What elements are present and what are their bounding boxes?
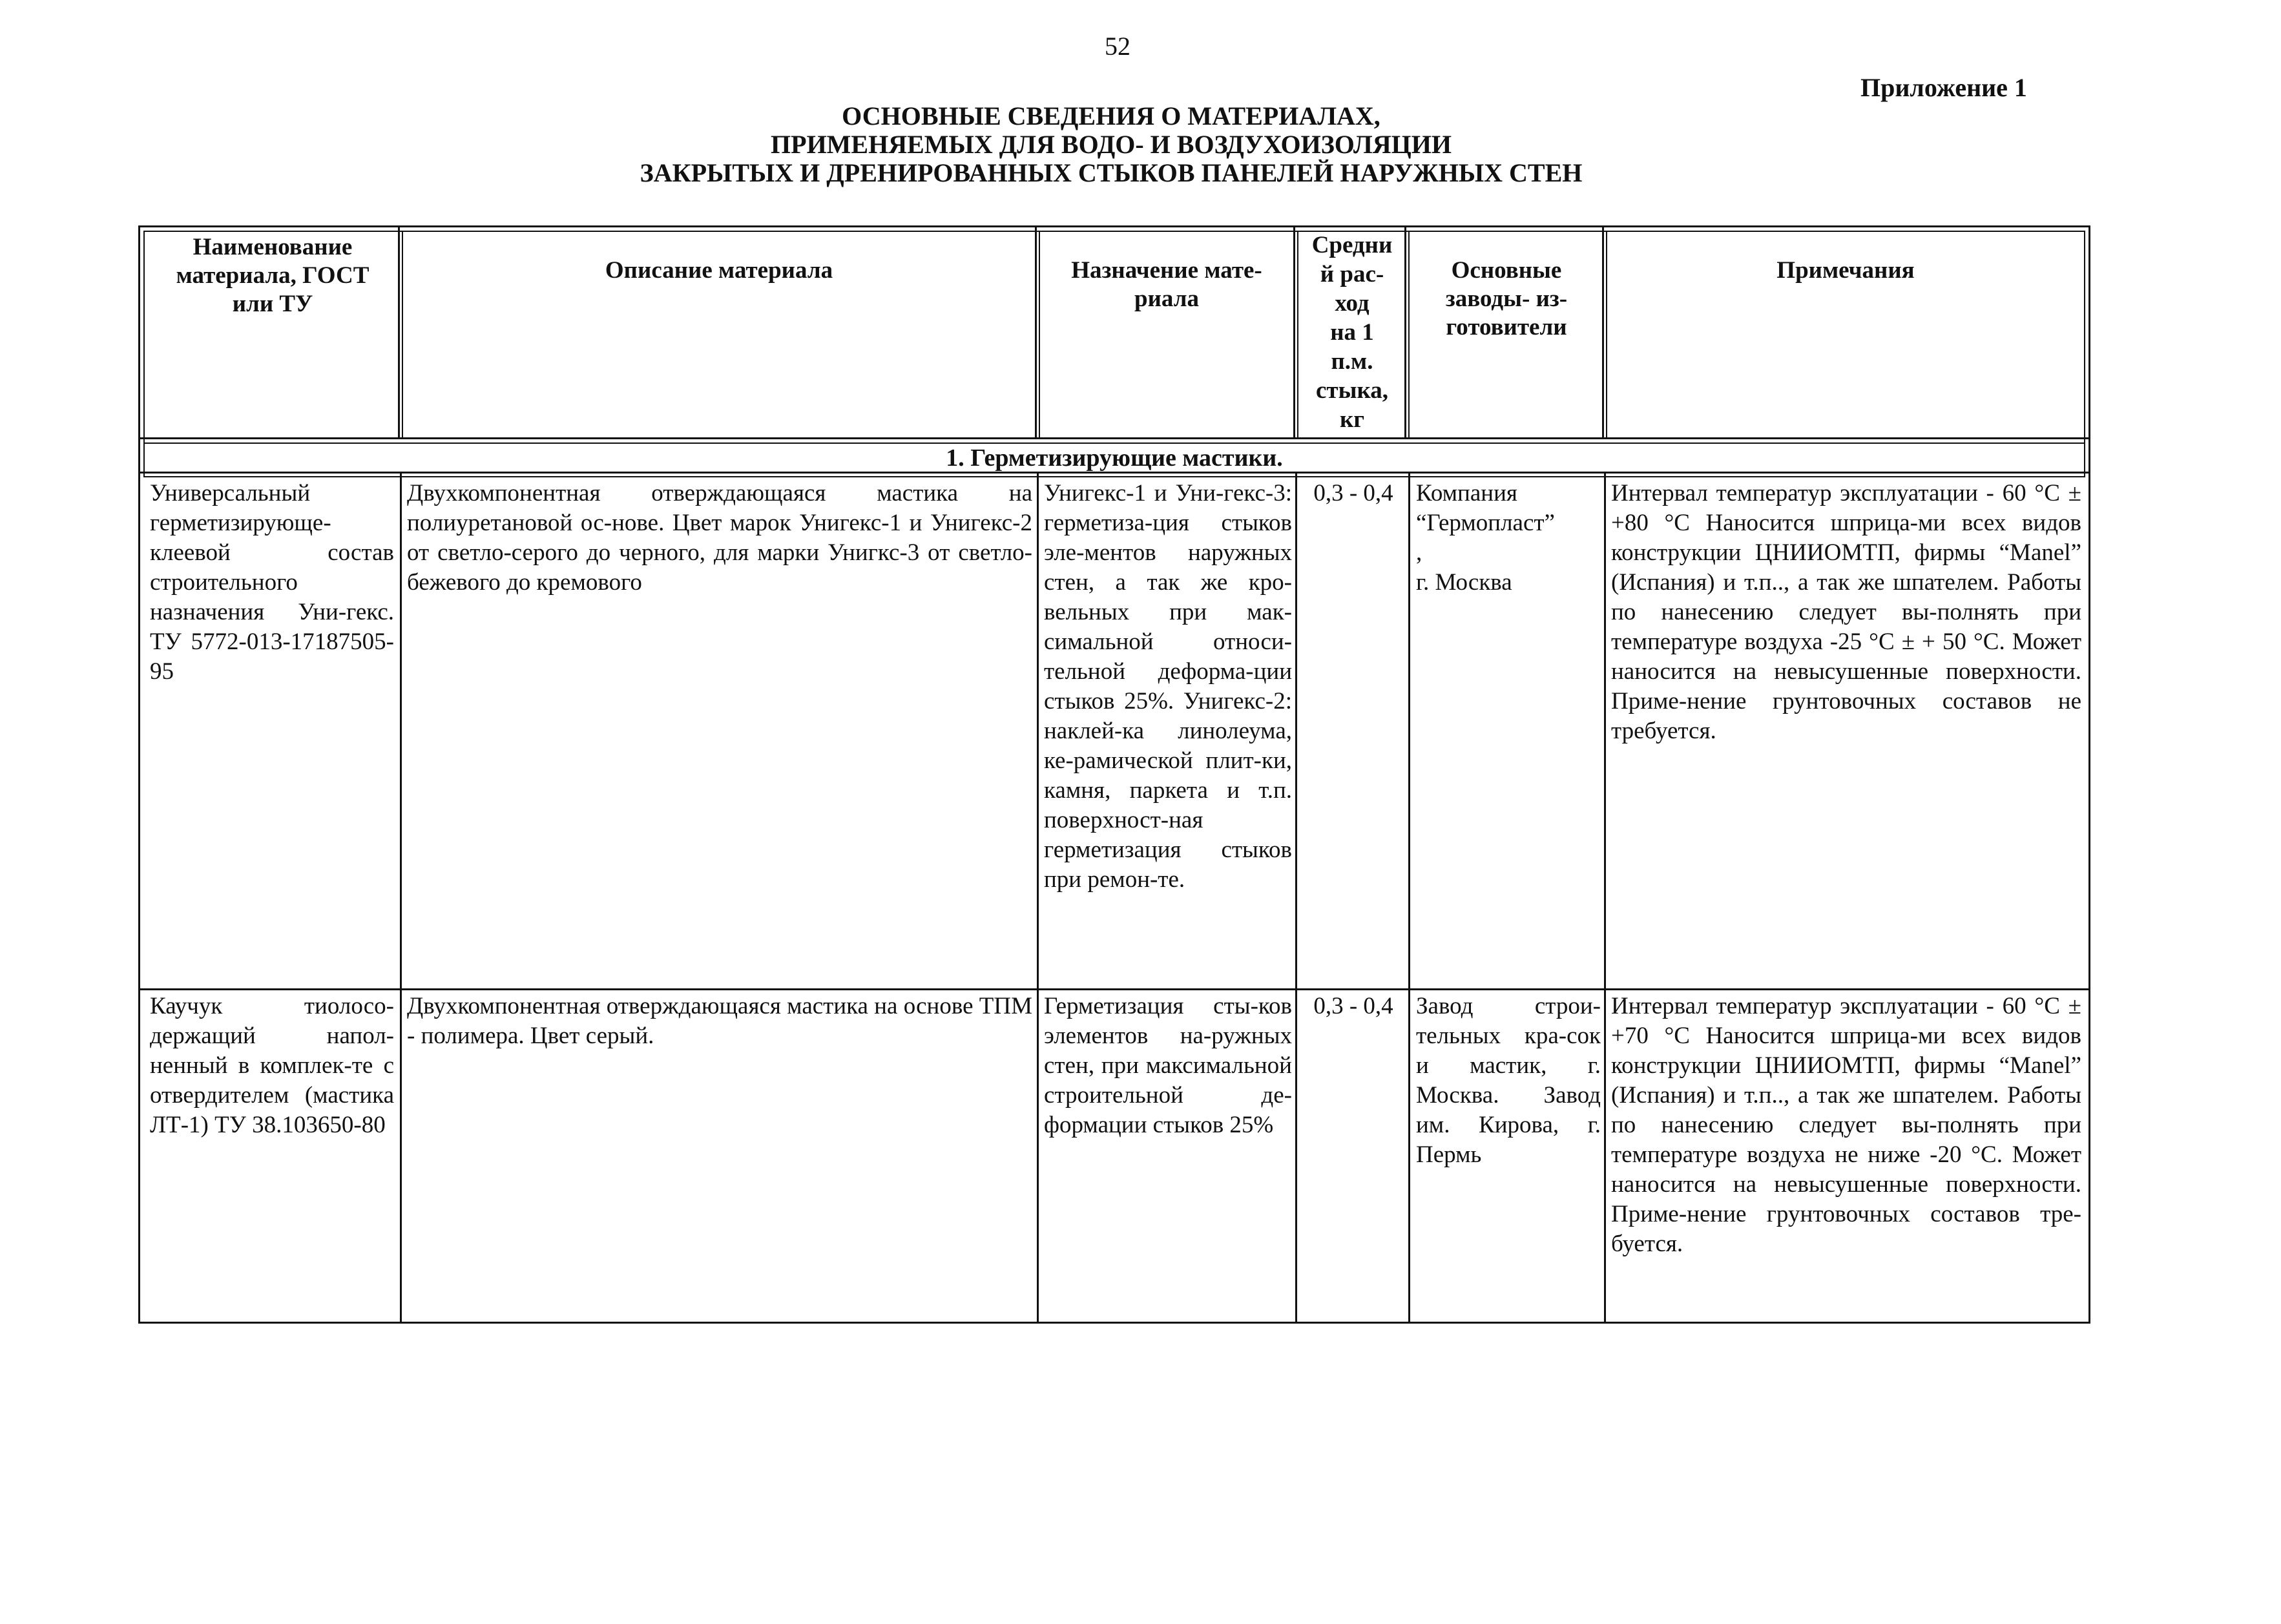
row1-manufacturer-line: г. Москва	[1416, 569, 1512, 596]
column-divider	[398, 225, 400, 439]
header-manufacturers-line: заводы- из-	[1445, 286, 1568, 312]
row1-purpose: Унигекс-1 и Уни-гекс-3: герметиза-ция стыков эле-ментов наружных стен, а так же кро-вельных при мак-симальной относи-тельной деформа-ции стыков 25%. Унигекс-2: наклей-ка линолеума, ке-рамической плит-ки, камня, паркета и т.п. поверхност-ная герметизация стыков при ремон-те.	[1044, 480, 1292, 893]
header-consumption-line: на 1	[1330, 319, 1374, 346]
row1-notes: Интервал температур эксплуатации - 60 °С ± +80 °С Наносится шприца-ми всех видов конструкции ЦНИИОМТП, фирмы “Manel” (Испания) и т.п.., а так же шпателем. Работы по нанесению следует вы-полнять при температуре воздуха -25 °С ± + 50 °С. Может наносится на невысушенные поверхности. Приме-нение грунтовочных составов не требуется.	[1611, 480, 2081, 744]
header-manufacturers-line: Основные	[1451, 257, 1562, 284]
row2-notes: Интервал температур эксплуатации - 60 °С ± +70 °С Наносится шприца-ми всех видов конструкции ЦНИИОМТП, фирмы “Manel” (Испания) и т.п.., а так же шпателем. Работы по нанесению следует вы-полнять при температуре воздуха не ниже -20 °С. Может наносится на невысушенные поверхности. Приме-нение грунтовочных составов тре-буется.	[1611, 993, 2081, 1257]
header-name-line: Наименование	[193, 234, 353, 260]
column-divider	[400, 472, 402, 1324]
row1-manufacturer-line: “Гермопласт”	[1416, 510, 1555, 536]
column-divider	[1297, 231, 1298, 439]
row1-manufacturer-line: Компания	[1416, 480, 1517, 506]
header-consumption-line: кг	[1339, 406, 1365, 433]
column-divider	[1606, 231, 1607, 439]
row2-description: Двухкомпонентная отверждающаяся мастика на основе ТПМ - полимера. Цвет серый.	[407, 993, 1032, 1049]
header-consumption-line: й рас-	[1320, 261, 1384, 287]
column-divider	[1408, 472, 1410, 1324]
column-divider	[1408, 231, 1410, 439]
header-consumption-line: ход	[1335, 290, 1370, 317]
header-purpose-line: риала	[1134, 286, 1199, 312]
section-title: 1. Герметизирующие мастики.	[946, 444, 1283, 472]
header-consumption-line: стыка,	[1316, 377, 1388, 404]
table-rule	[143, 476, 2085, 477]
table-rule	[138, 437, 2090, 439]
column-divider	[1037, 472, 1039, 1324]
header-description-line: Описание материала	[605, 257, 833, 284]
header-notes	[1609, 256, 2083, 285]
row1-manufacturers	[1416, 479, 1601, 598]
column-divider	[1295, 472, 1297, 1324]
row1-consumption: 0,3 - 0,4	[1313, 480, 1393, 506]
header-manufacturers	[1411, 256, 1602, 342]
table-rule	[138, 988, 2090, 990]
materials-table	[138, 225, 2090, 1324]
header-manufacturers-line: готовители	[1446, 314, 1567, 340]
table-border	[138, 225, 2090, 227]
header-name-line: материала, ГОСТ	[176, 262, 370, 289]
table-border	[143, 231, 145, 444]
table-border	[2088, 225, 2090, 1324]
header-name	[147, 233, 398, 318]
header-purpose	[1041, 256, 1292, 313]
table-border	[143, 231, 2085, 232]
header-name-line: или ТУ	[232, 291, 313, 317]
row1-name: Универсальный герметизирующе-клеевой состав строительного назначения Уни-гекс. ТУ 5772-013-17187505-95	[150, 480, 394, 685]
row2-manufacturers: Завод строи-тельных кра-сок и мастик, г. Москва. Завод им. Кирова, г. Пермь	[1416, 993, 1601, 1168]
appendix-label: Приложение 1	[1860, 73, 2027, 102]
column-divider	[1035, 225, 1037, 439]
table-border	[138, 1322, 2090, 1324]
row2-name: Каучук тиолосо-держащий напол-ненный в комплек-те с отвердителем (мастика ЛТ-1) ТУ 38.103650-80	[150, 993, 394, 1138]
header-description	[404, 256, 1034, 285]
table-border	[2084, 231, 2085, 444]
title-line-3: ЗАКРЫТЫХ И ДРЕНИРОВАННЫХ СТЫКОВ ПАНЕЛЕЙ НАРУЖНЫХ СТЕН	[640, 158, 1583, 187]
header-purpose-line: Назначение мате-	[1071, 257, 1262, 284]
header-consumption	[1300, 231, 1404, 434]
row1-manufacturer-line: ,	[1416, 539, 1422, 566]
page-number: 52	[1105, 32, 1130, 61]
header-consumption-line: Средни	[1311, 232, 1393, 258]
column-divider	[402, 231, 403, 439]
row1-description: Двухкомпонентная отверждающаяся мастика на полиуретановой ос-нове. Цвет марок Унигекс-1 и Унигекс-2 от светло-серого до черного, для марки Унигкс-3 от светло-бежевого до кремового	[407, 480, 1032, 596]
row2-purpose: Герметизация сты-ков элементов на-ружных стен, при максимальной строительной де-формации стыков 25%	[1044, 993, 1292, 1138]
column-divider	[1039, 231, 1040, 439]
column-divider	[1293, 225, 1295, 439]
title-line-2: ПРИМЕНЯЕМЫХ ДЛЯ ВОДО- И ВОЗДУХОИЗОЛЯЦИИ	[771, 130, 1452, 159]
column-divider	[1404, 225, 1406, 439]
document-title	[452, 102, 1770, 187]
table-border	[138, 225, 140, 1324]
column-divider	[1604, 472, 1606, 1324]
header-consumption-line: п.м.	[1331, 348, 1373, 375]
title-line-1: ОСНОВНЫЕ СВЕДЕНИЯ О МАТЕРИАЛАХ,	[842, 101, 1380, 130]
column-divider	[1602, 225, 1604, 439]
row2-consumption: 0,3 - 0,4	[1313, 993, 1393, 1019]
header-notes-line: Примечания	[1776, 257, 1915, 284]
